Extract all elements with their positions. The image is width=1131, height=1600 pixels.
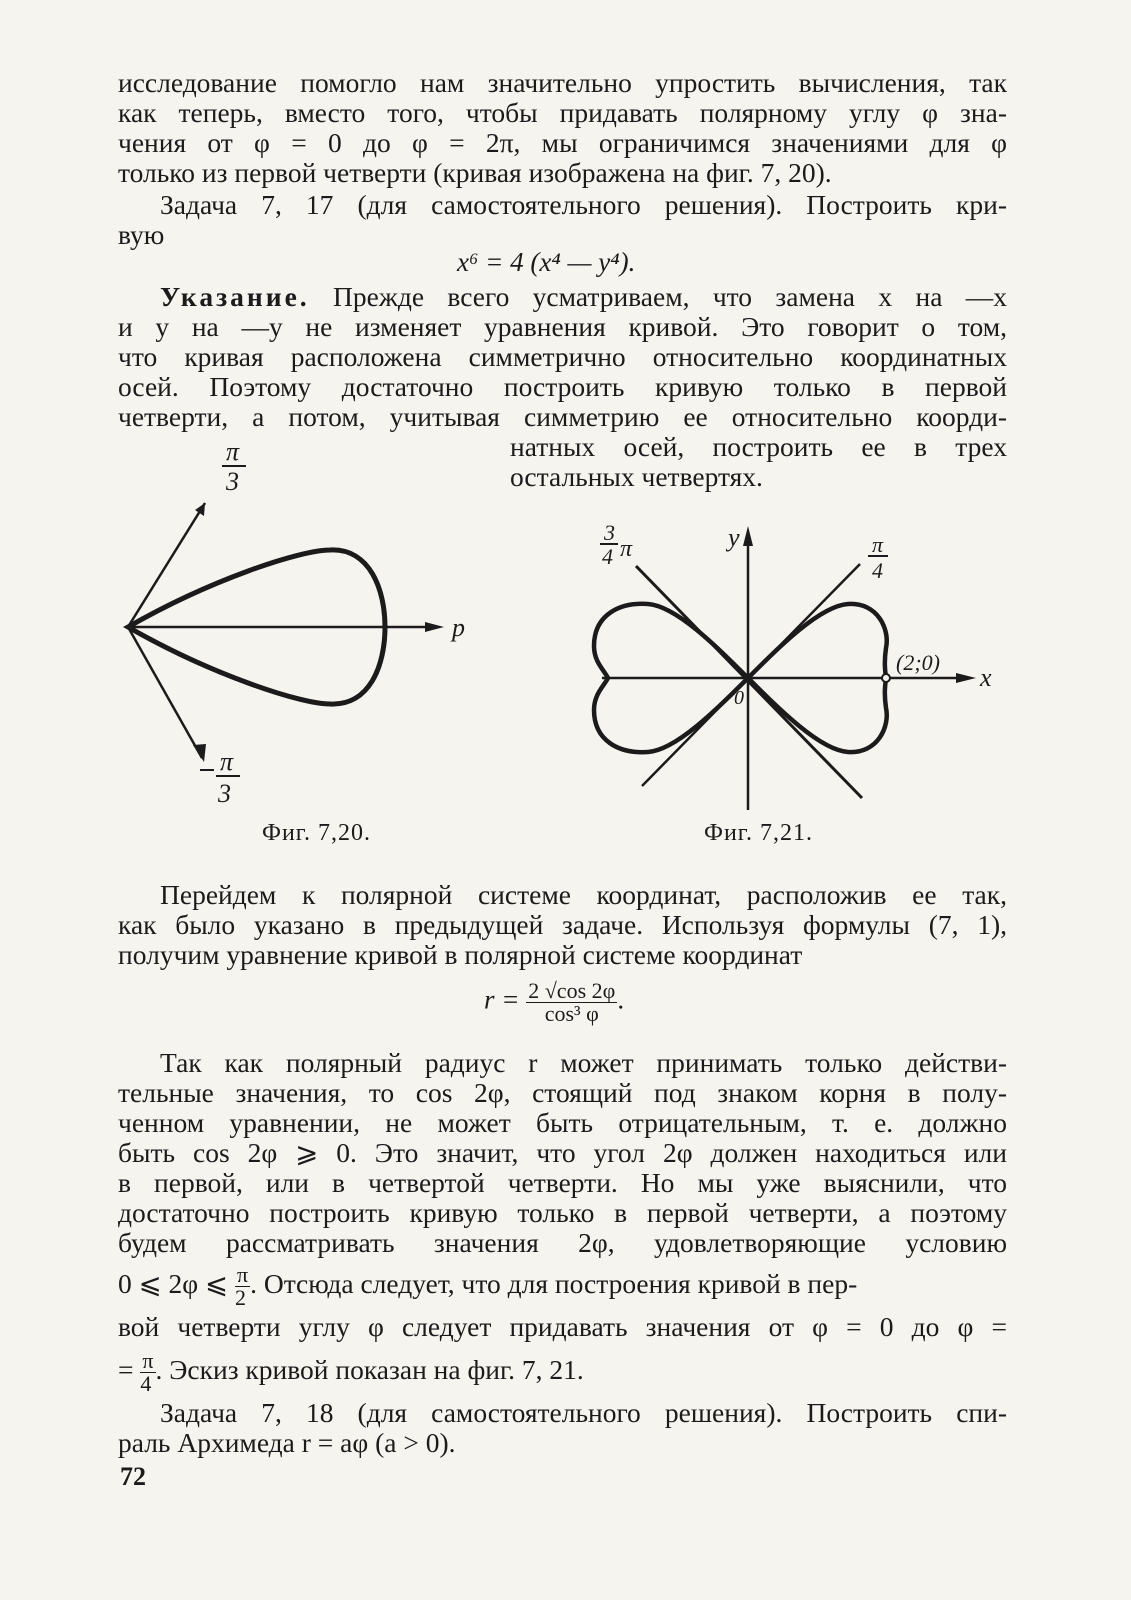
label-pi-den: 3 xyxy=(226,467,239,496)
last-post: . Эскиз кривой показан на фиг. 7, 21. xyxy=(155,1353,584,1385)
text-line: Перейдем к полярной системе координат, расположив ее так, xyxy=(160,879,1007,910)
text-line: Так как полярный радиус r может принимать только действи- xyxy=(160,1047,1007,1078)
label-origin: 0 xyxy=(734,687,744,709)
equation-task-17: x⁶ = 4 (x⁴ — y⁴). xyxy=(457,247,636,277)
hint-label: Указание. xyxy=(160,281,310,312)
label-pi-num: π xyxy=(872,532,884,557)
text-line: раль Архимеда r = aφ (a > 0). xyxy=(118,1427,456,1458)
arrowhead xyxy=(193,744,206,762)
hint-text: Прежде всего усматриваем, что замена x на —x xyxy=(309,281,1007,312)
cond-pre: 0 ⩽ 2φ ⩽ xyxy=(118,1267,235,1299)
text-line: достаточно построить кривую только в первой четверти, а поэтому xyxy=(118,1197,1007,1228)
cond-fraction xyxy=(235,1264,250,1309)
label-pi: π xyxy=(620,536,633,562)
polar-equation xyxy=(484,980,624,1025)
eq-tail: . xyxy=(617,984,625,1015)
text-line: вую xyxy=(118,219,165,250)
text-line: тельные значения, то cos 2φ, стоящий под знаком корня в полу- xyxy=(118,1077,1007,1108)
caption-fig-7-21: Фиг. 7,21. xyxy=(704,820,813,846)
text-line: что кривая расположена симметрично относительно координатных xyxy=(118,341,1007,372)
text-line: осей. Поэтому достаточно построить кривую только в первой xyxy=(118,371,1007,402)
text-line: получим уравнение кривой в полярной системе координат xyxy=(118,939,803,970)
eq-lhs: r = xyxy=(484,984,520,1015)
eq-denominator: cos³ φ xyxy=(544,1001,599,1026)
last-line xyxy=(118,1350,1007,1395)
task-18-heading: Задача 7, 18 (для самостоятельного решения). Построить спи- xyxy=(160,1397,1007,1428)
text-line: вой четверти углу φ следует придавать значения от φ = 0 до φ = xyxy=(118,1311,1007,1342)
cond-post: . Отсюда следует, что для построения кривой в пер- xyxy=(250,1267,858,1299)
arrowhead xyxy=(425,622,444,632)
text-line: исследование помогло нам значительно упростить вычисления, так xyxy=(118,67,1007,98)
label-pi-num: π xyxy=(220,747,234,776)
arrowhead xyxy=(743,526,753,546)
cond-num: π xyxy=(236,1262,249,1287)
last-den: 4 xyxy=(140,1371,152,1396)
label-pi-den: 3 xyxy=(218,779,231,808)
point-2-0 xyxy=(882,674,890,682)
cond-den: 2 xyxy=(234,1285,246,1310)
text-line: чения от φ = 0 до φ = 2π, мы ограничимся значениями для φ xyxy=(118,127,1007,158)
arrowhead xyxy=(956,673,976,683)
label-point: (2;0) xyxy=(896,650,940,675)
text-line: в первой, или в четвертой четверти. Но мы уже выяснили, что xyxy=(118,1167,1007,1198)
label-y: y xyxy=(728,523,740,552)
text-line: ченном уравнении, не может быть отрицательным, т. е. должно xyxy=(118,1107,1007,1138)
text-line: как теперь, вместо того, чтобы придавать полярному углу φ зна- xyxy=(118,97,1007,128)
last-fraction xyxy=(140,1350,155,1395)
text-line: только из первой четверти (кривая изображена на фиг. 7, 20). xyxy=(118,157,832,188)
hint-line xyxy=(118,282,1007,312)
text-line: быть cos 2φ ⩾ 0. Это значит, что угол 2φ должен находиться или xyxy=(118,1137,1007,1168)
label-x: x xyxy=(980,663,992,692)
text-line: четверти, а потом, учитывая симметрию ее относительно коорди- xyxy=(118,401,1007,432)
task-17-heading: Задача 7, 17 (для самостоятельного решения). Построить кри- xyxy=(160,189,1007,220)
last-num: π xyxy=(142,1348,154,1373)
text-line: остальных четвертях. xyxy=(510,461,763,492)
last-pre: = xyxy=(118,1353,141,1385)
caption-fig-7-20: Фиг. 7,20. xyxy=(262,820,371,846)
page-number: 72 xyxy=(120,1462,146,1491)
text-line: и y на —y не изменяет уравнения кривой. Это говорит о том, xyxy=(118,311,1007,342)
condition-line xyxy=(118,1264,1007,1309)
arrowhead xyxy=(195,503,205,516)
eq-numerator: 2 √cos 2φ xyxy=(528,978,616,1003)
label-pi-den: 4 xyxy=(872,558,883,583)
text-line: натных осей, построить ее в трех xyxy=(510,431,1007,462)
eq-fraction xyxy=(526,980,617,1025)
text-line: будем рассматривать значения 2φ, удовлетворяющие условию xyxy=(118,1227,1007,1258)
text-line: как было указано в предыдущей задаче. Используя формулы (7, 1), xyxy=(118,909,1007,940)
curve-upper xyxy=(594,604,887,678)
label-p: p xyxy=(452,613,465,642)
label-4-den: 4 xyxy=(602,544,613,569)
label-pi-num: π xyxy=(226,437,240,466)
label-3-num: 3 xyxy=(604,520,615,545)
figure-7-20 xyxy=(100,437,500,820)
figure-7-21 xyxy=(580,520,1020,820)
